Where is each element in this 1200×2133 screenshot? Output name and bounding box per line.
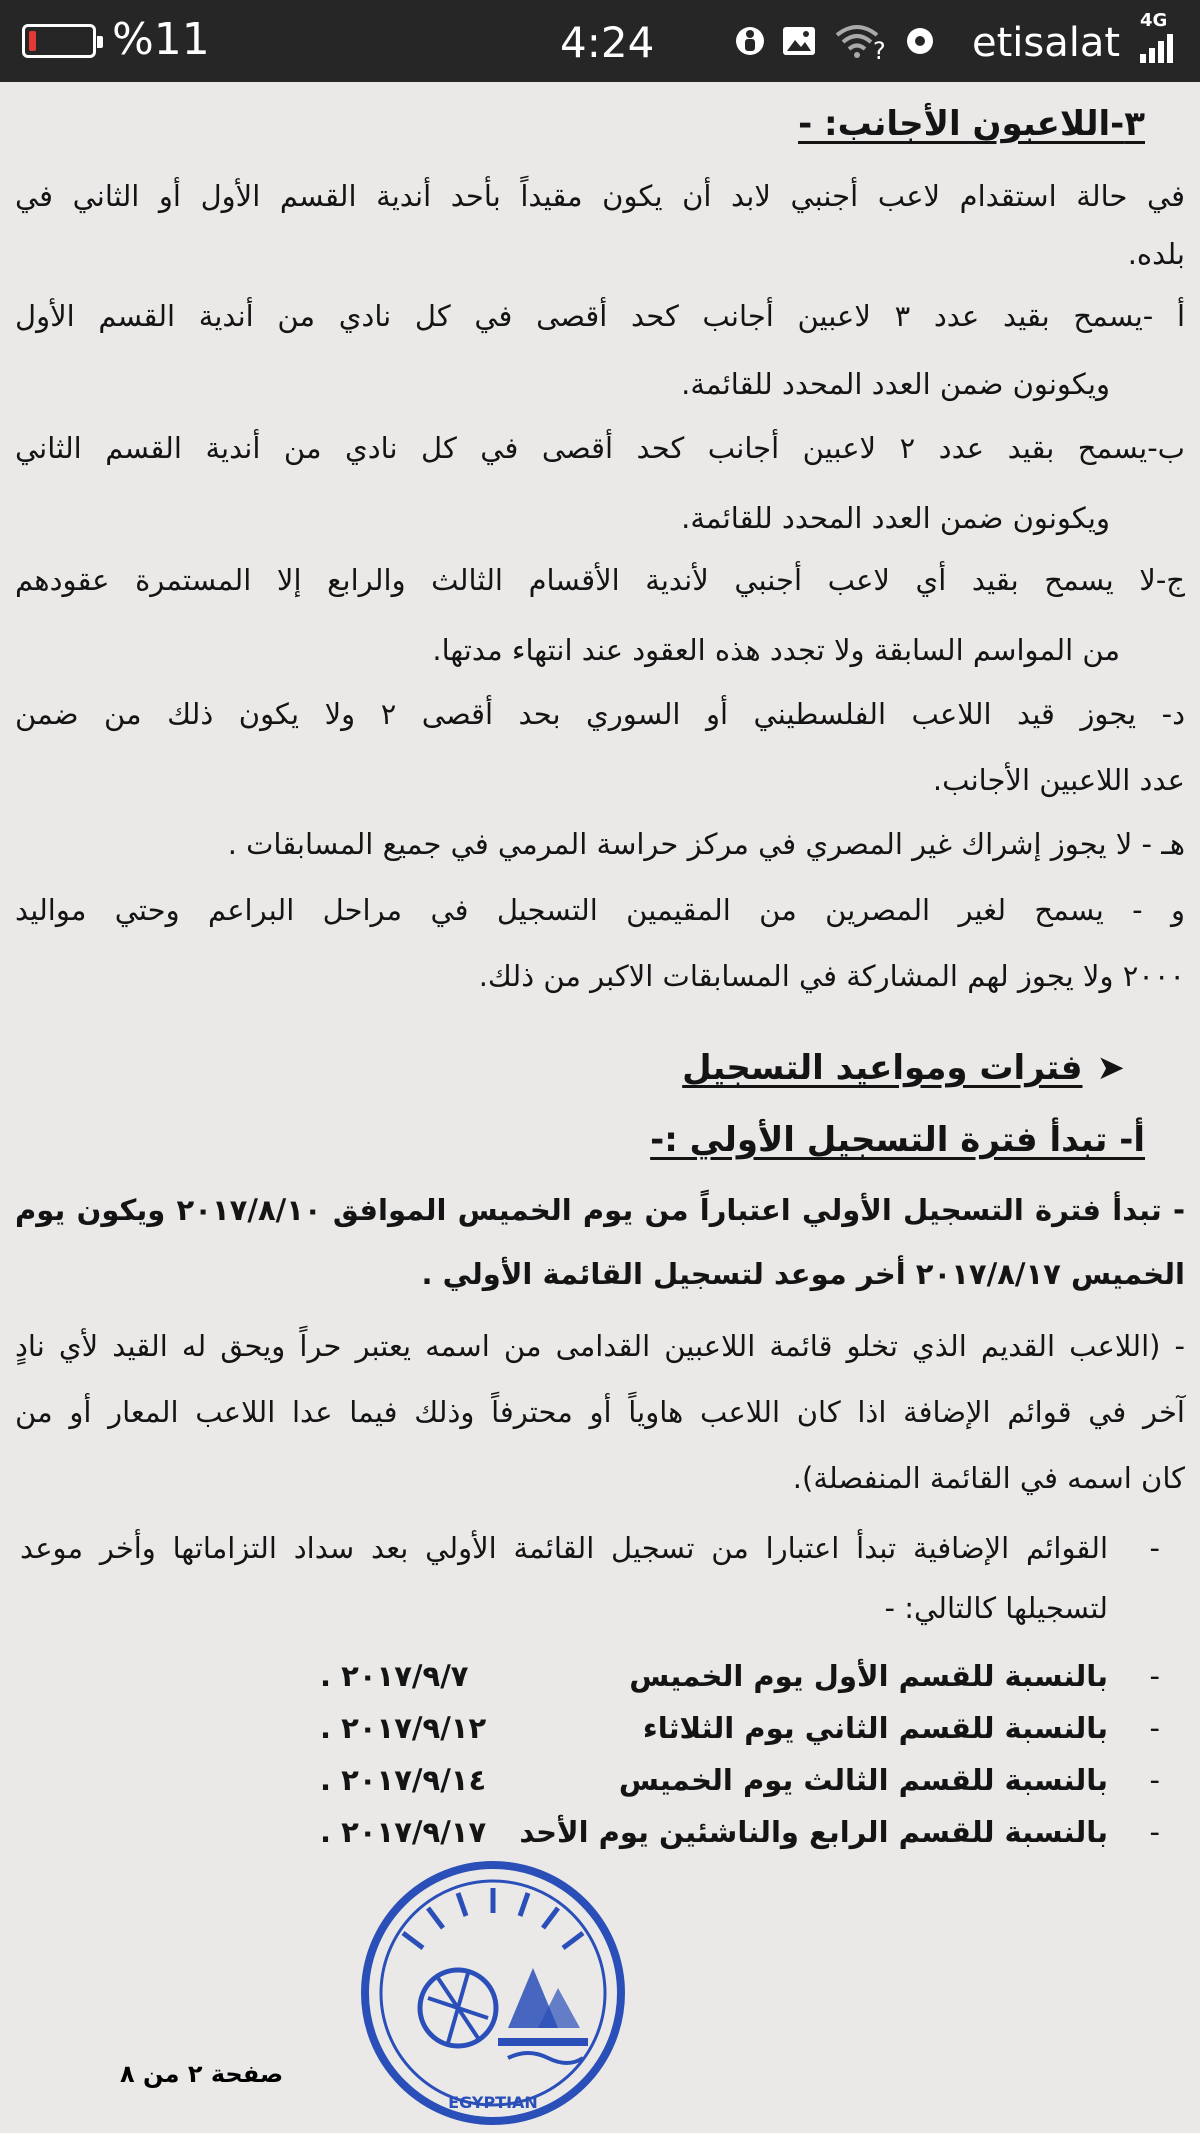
- first-period-heading: أ- تبدأ فترة التسجيل الأولي :-: [650, 1120, 1145, 1160]
- schedule-bullet: -: [1149, 1711, 1160, 1745]
- image-icon: [781, 24, 817, 58]
- item-a-line-2: ويكونون ضمن العدد المحدد للقائمة.: [681, 367, 1110, 401]
- item-c-line-1: ج-لا يسمح بقيد أي لاعب أجنبي لأندية الأقسام الثالث والرابع إلا المستمرة عقودهم: [15, 563, 1185, 597]
- wifi-question-icon: [833, 21, 889, 61]
- additional-bullet: -: [1149, 1531, 1160, 1565]
- record-icon: [905, 26, 935, 56]
- schedule-division: بالنسبة للقسم الثاني يوم الثلاثاء: [642, 1711, 1108, 1745]
- schedule-bullet: -: [1149, 1763, 1160, 1797]
- schedule-division: بالنسبة للقسم الأول يوم الخميس: [629, 1659, 1108, 1693]
- additional-line-1: القوائم الإضافية تبدأ اعتبارا من تسجيل القائمة الأولي بعد سداد التزاماتها وأخر موعد: [20, 1531, 1108, 1565]
- schedule-date: ٢٠١٧/٩/١٧ .: [320, 1815, 487, 1849]
- old-player-line-1: - (اللاعب القديم الذي تخلو قائمة اللاعبين القدامى من اسمه يعتبر حراً ويحق له القيد لأي نادٍ: [15, 1329, 1185, 1363]
- schedule-bullet: -: [1149, 1815, 1160, 1849]
- registration-heading: فترات ومواعيد التسجيل: [682, 1048, 1083, 1088]
- registration-heading-row: [682, 1048, 1125, 1088]
- page-number: صفحة ٢ من ٨: [120, 2060, 284, 2088]
- section-heading: ٣-اللاعبون الأجانب: -: [798, 104, 1145, 144]
- item-w-line-1: و - يسمح لغير المصرين من المقيمين التسجيل في مراحل البراعم وحتي مواليد: [15, 893, 1185, 927]
- signal-icon: [1138, 32, 1178, 68]
- association-seal-stamp: [358, 1858, 628, 2128]
- battery-level: [29, 31, 36, 51]
- schedule-date: ٢٠١٧/٩/١٤ .: [320, 1763, 487, 1797]
- item-b-line-2: ويكونون ضمن العدد المحدد للقائمة.: [681, 501, 1110, 535]
- item-c-line-2: من المواسم السابقة ولا تجدد هذه العقود عند انتهاء مدتها.: [432, 633, 1120, 667]
- first-period-line-2: الخميس ٢٠١٧/٨/١٧ أخر موعد لتسجيل القائمة الأولي .: [421, 1257, 1185, 1291]
- additional-line-2: لتسجيلها كالتالي: -: [884, 1591, 1108, 1625]
- schedule-division: بالنسبة للقسم الرابع والناشئين يوم الأحد: [519, 1815, 1108, 1849]
- arrow-icon: ➤: [1096, 1048, 1125, 1088]
- old-player-line-2: آخر في قوائم الإضافة اذا كان اللاعب هاوياً أو محترفاً وذلك فيما عدا اللاعب المعار أو من: [15, 1395, 1185, 1429]
- item-d-line-2: عدد اللاعبين الأجانب.: [932, 763, 1185, 797]
- carrier-name: etisalat: [972, 20, 1121, 66]
- item-d-line-1: د- يجوز قيد اللاعب الفلسطيني أو السوري بحد أقصى ٢ ولا يكون ذلك من ضمن: [15, 697, 1185, 731]
- status-bar: [0, 0, 1200, 82]
- network-type: 4G: [1140, 10, 1168, 31]
- item-b-line-1: ب-يسمح بقيد عدد ٢ لاعبين أجانب كحد أقصى في كل نادي من أندية القسم الثاني: [15, 431, 1185, 465]
- schedule-date: ٢٠١٧/٩/٧ .: [320, 1659, 469, 1693]
- document-page: [0, 82, 1200, 2133]
- old-player-line-3: كان اسمه في القائمة المنفصلة).: [792, 1461, 1185, 1495]
- seal-label: EGYPTIAN: [448, 2093, 538, 2112]
- item-h-line-1: هـ - لا يجوز إشراك غير المصري في مركز حراسة المرمي في جميع المسابقات .: [227, 827, 1185, 861]
- intro-line-2: بلده.: [1127, 237, 1185, 271]
- first-period-line-1: - تبدأ فترة التسجيل الأولي اعتباراً من يوم الخميس الموافق ٢٠١٧/٨/١٠ ويكون يوم: [15, 1193, 1185, 1227]
- person-icon: [735, 22, 765, 60]
- schedule-date: ٢٠١٧/٩/١٢ .: [320, 1711, 487, 1745]
- schedule-division: بالنسبة للقسم الثالث يوم الخميس: [618, 1763, 1108, 1797]
- item-w-line-2: ٢٠٠٠ ولا يجوز لهم المشاركة في المسابقات الاكبر من ذلك.: [478, 959, 1185, 993]
- clock: 4:24: [560, 18, 655, 67]
- battery-percent: %11: [112, 14, 210, 65]
- battery-icon: [22, 24, 96, 58]
- schedule-bullet: -: [1149, 1659, 1160, 1693]
- intro-line-1: في حالة استقدام لاعب أجنبي لابد أن يكون مقيداً بأحد أندية القسم الأول أو الثاني في: [15, 179, 1185, 213]
- item-a-line-1: أ -يسمح بقيد عدد ٣ لاعبين أجانب كحد أقصى في كل نادي من أندية القسم الأول: [15, 299, 1186, 333]
- svg-text:?: ?: [873, 37, 886, 61]
